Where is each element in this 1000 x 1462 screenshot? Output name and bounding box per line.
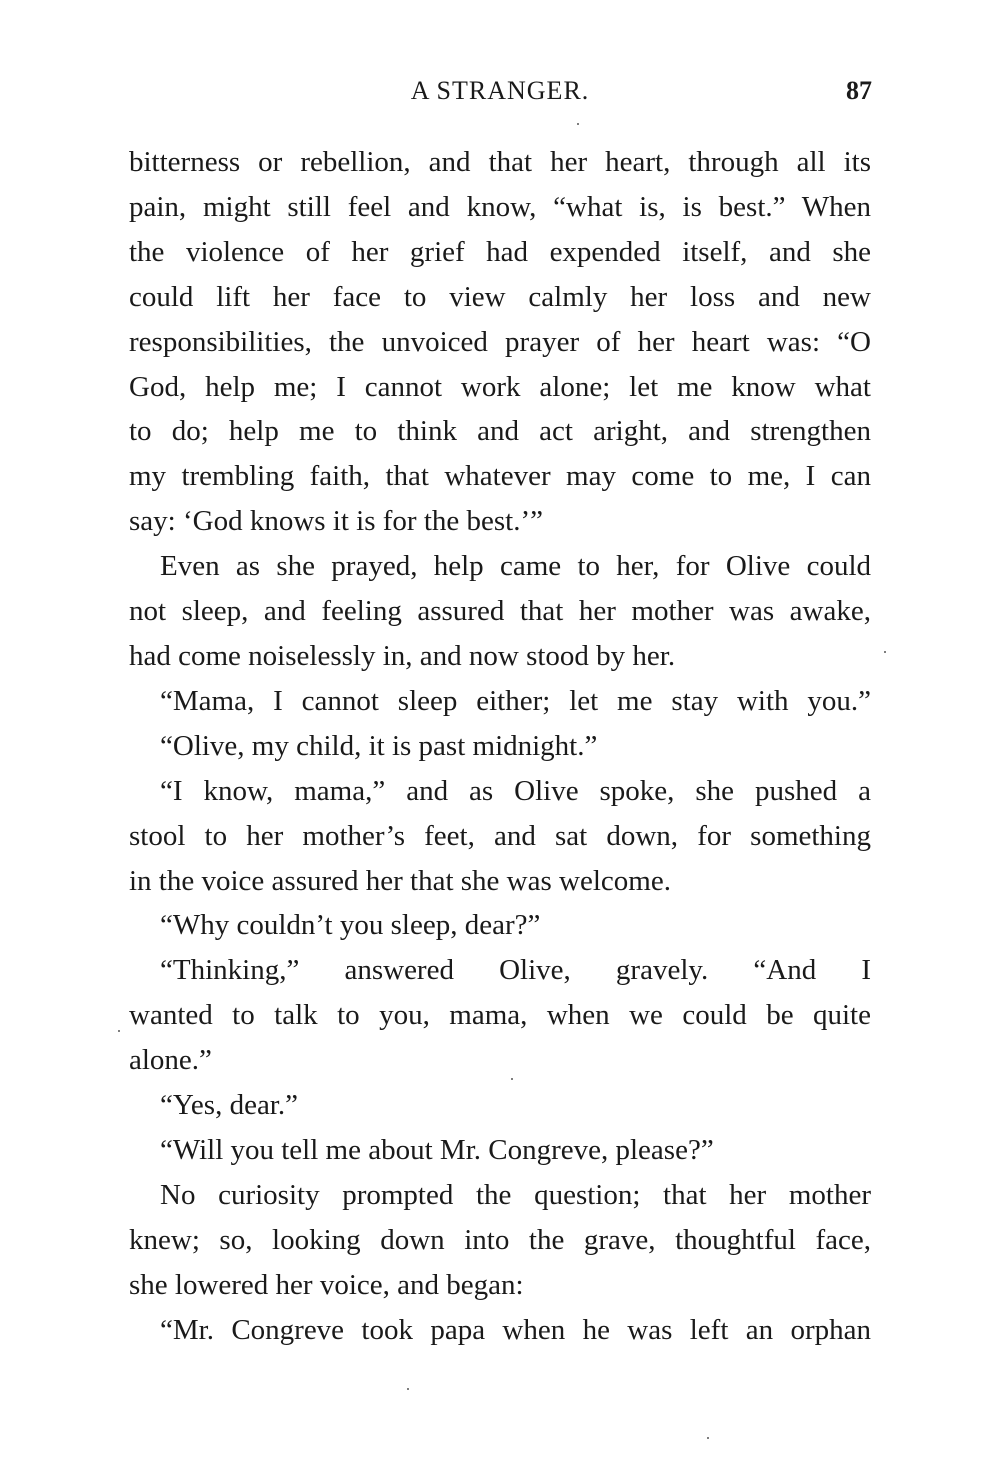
text-line: bitterness or rebellion, and that her heart, through all its [129, 146, 871, 178]
dialogue-line: “Mr. Congreve took papa when he was left an orphan [160, 1313, 871, 1346]
running-title: A STRANGER. [410, 76, 590, 105]
paragraph-start-line: No curiosity prompted the question; that her mother [160, 1178, 871, 1211]
page-header [128, 76, 872, 112]
text-line: pain, might still feel and know, “what is, is best.” When [129, 190, 871, 223]
text-line: could lift her face to view calmly her loss and new [129, 280, 871, 313]
dialogue-line: “Why couldn’t you sleep, dear?” [160, 909, 541, 942]
paragraph-start-line: Even as she prayed, help came to her, for Olive could [160, 550, 871, 583]
text-line: in the voice assured her that she was welcome. [129, 864, 671, 897]
text-line: she lowered her voice, and began: [129, 1268, 524, 1301]
dialogue-line: “Olive, my child, it is past midnight.” [160, 729, 598, 762]
text-line: alone.” [129, 1044, 212, 1077]
dialogue-line: “Will you tell me about Mr. Congreve, please?” [160, 1133, 714, 1166]
dialogue-line: “I know, mama,” and as Olive spoke, she pushed a [160, 774, 871, 807]
scan-speck [511, 1078, 513, 1080]
text-line: God, help me; I cannot work alone; let me know what [129, 370, 871, 403]
text-line: say: ‘God knows it is for the best.’” [129, 505, 543, 538]
scan-speck [884, 651, 886, 653]
dialogue-line: “Mama, I cannot sleep either; let me stay with you.” [160, 684, 871, 717]
text-line: had come noiselessly in, and now stood by her. [129, 639, 676, 672]
dialogue-line: “Yes, dear.” [160, 1089, 298, 1122]
scan-speck [577, 123, 579, 125]
dialogue-line: “Thinking,” answered Olive, gravely. “And I [160, 954, 871, 987]
page-body [129, 140, 871, 1352]
text-line: wanted to talk to you, mama, when we could be quite [129, 999, 871, 1032]
text-line: to do; help me to think and act aright, and strengthen [129, 415, 871, 448]
scan-speck [707, 1437, 709, 1439]
text-line: responsibilities, the unvoiced prayer of her heart was: “O [129, 325, 871, 358]
scan-speck [407, 1388, 409, 1390]
text-line: my trembling faith, that whatever may come to me, I can [129, 460, 871, 493]
text-line: the violence of her grief had expended itself, and she [129, 235, 871, 268]
text-line: knew; so, looking down into the grave, thoughtful face, [129, 1223, 871, 1256]
text-line: not sleep, and feeling assured that her mother was awake, [129, 595, 871, 628]
scan-speck [118, 1030, 120, 1032]
page-number: 87 [846, 76, 872, 105]
text-line: stool to her mother’s feet, and sat down, for something [129, 819, 871, 852]
